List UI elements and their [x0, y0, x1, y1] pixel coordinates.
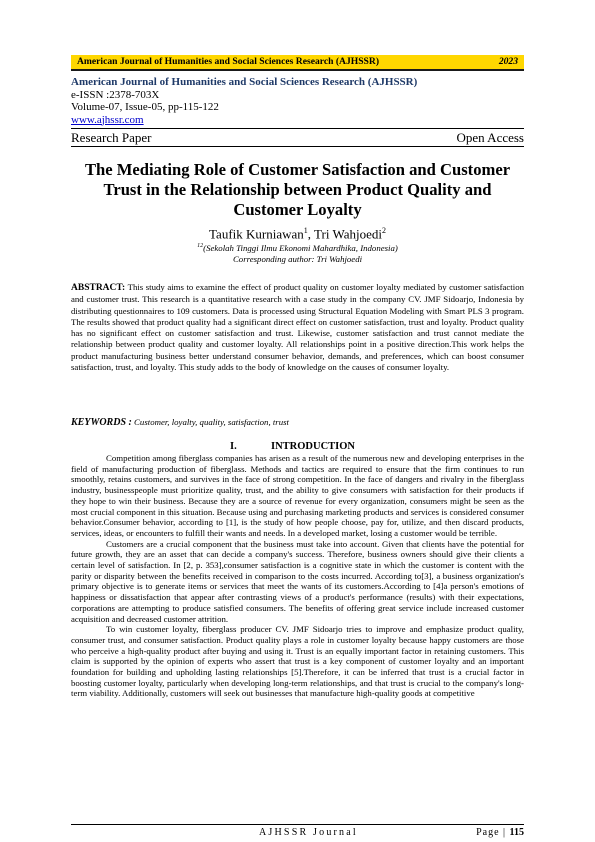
- journal-name: American Journal of Humanities and Social Sciences Research (AJHSSR): [71, 76, 418, 88]
- corresponding-author: Corresponding author: Tri Wahjoedi: [232, 253, 363, 264]
- paragraph: To win customer loyalty, fiberglass producer CV. JMF Sidoarjo tries to improve and emphasize product quality, consumer trust, and consumer satisfaction. Product quality plays a role in customer loyalty because happy customers are those who perceive a high-quality product after buying and using it. Trust is an equally important factor in retaining customers. This claim is supported by the opinion of experts who assert that trust is a key component of customer loyalty and an important foundation for building and upholding lasting relationships [5].Therefore, it can be inferred that trust is a crucial factor in boosting customer loyalty, particularly when developing long-term relationships, and that trust is crucial to the company's long-term viability. Additionally, customers will seek out businesses that manufacture high-quality goods at competitive: [71, 624, 524, 699]
- paragraph: Customers are a crucial component that the business must take into account. Given that clients have the potential for future growth, they are an asset that can decide a company's success. Therefore, business owners should give their clients a certain level of satisfaction. In [2, p. 353],consumer satisfaction is a cognitive state in which the customer is content with the parity or disparity between the benefits received in comparison to the costs incurred. According to[3], a business organization's primary objective is to generate items or services that meet the wants of its customers.According to [4]a person's emotions of happiness or dissatisfaction that appear after contrasting views of a product's performance (results) with their expectations, corporations are attempting to produce satisfied consumers. The benefits of offering great service include increased customer acquisition and decreased customer attrition.: [71, 538, 524, 624]
- footer-page-label: Page |: [476, 827, 510, 838]
- keywords-label: KEYWORDS :: [71, 417, 132, 428]
- author-superscript: 1: [303, 226, 308, 235]
- access-type: Open Access: [456, 130, 524, 145]
- author-separator: ,: [307, 226, 315, 242]
- footer-page-number: 115: [509, 827, 524, 838]
- keywords: [71, 417, 524, 428]
- body-text: [71, 453, 524, 699]
- abstract-text: This study aims to examine the effect of product quality on customer loyalty mediated by customer satisfaction and customer trust. This research is a quantitative research with a case study in the company CV. JMF Sidoarjo, Indonesia by distributing questionnaires to 109 customers. Data is processed using Structural Equation Modeling with Smart PLS 3 program. The results showed that product quality had a significant direct effect on customer satisfaction, trust and loyalty. Product quality has no significant effect on customer satisfaction and trust. Likewise, customer satisfaction and trust cannot mediate the relationship between product quality and customer loyalty. All relationships point in a positive direction.This work helps the product manufacturing business better understand consumer behavior, demands, and preferences, which can boost consumer satisfaction, trust, and loyalty. This study adds to the body of knowledge on the causes of consumer loyalty.: [71, 282, 524, 372]
- footer-journal: AJHSSR Journal: [259, 827, 358, 838]
- journal-meta: [71, 76, 417, 126]
- affiliation-block: [71, 241, 524, 265]
- author-name: Tri Wahjoedi: [314, 226, 382, 242]
- paper-title: The Mediating Role of Customer Satisfaction and Customer Trust in the Relationship between Product Quality and Customer Loyalty: [84, 160, 511, 219]
- paper-type: Research Paper: [71, 130, 152, 145]
- journal-eissn: e-ISSN :2378-703X: [71, 88, 160, 101]
- footer-page: [476, 827, 524, 838]
- affiliation-superscript: 12: [197, 243, 204, 249]
- section-number: I.: [230, 441, 237, 452]
- author-line: [71, 226, 524, 242]
- journal-volume: Volume-07, Issue-05, pp-115-122: [71, 101, 219, 113]
- paper-type-bar: [71, 128, 524, 147]
- paragraph: Competition among fiberglass companies has arisen as a result of the numerous new and developing enterprises in the field of manufacturing production of fiberglass. Methods and tactics are required to ensure that the firm continues to run smoothly, retains customers, and survives in the face of strong competition. In the face of dangers and rivalry in the fiberglass industry, businesspeople must prioritize quality, trust, and the ability to give consumers with satisfaction for their products if they hope to win their business. Because they are a source of revenue for every organization, consumers might be seen as the most crucial component in this situation. Because using and purchasing marketing products and services is considered consumer behavior.Consumer behavior, according to [1], is the study of how people choose, pay for, utilize, and then discard products, services, ideas, or encounters to fulfill their wants and needs. In a developed market, losing a customer would be terrible.: [71, 453, 524, 538]
- author-name: Taufik Kurniawan: [209, 226, 304, 242]
- abstract-label: ABSTRACT:: [71, 283, 126, 293]
- abstract: [71, 282, 524, 373]
- journal-bar-title: American Journal of Humanities and Social Sciences Research (AJHSSR): [77, 56, 380, 67]
- page-footer: [71, 824, 524, 839]
- keywords-text: Customer, loyalty, quality, satisfaction, trust: [131, 417, 289, 427]
- journal-website-link[interactable]: www.ajhssr.com: [71, 113, 144, 126]
- journal-year: 2023: [498, 56, 518, 67]
- author-superscript: 2: [381, 226, 386, 235]
- section-title: INTRODUCTION: [271, 441, 356, 452]
- affiliation: (Sekolah Tinggi Ilmu Ekonomi Mahardhika, Indonesia): [203, 242, 398, 253]
- journal-header-bar: [71, 55, 524, 71]
